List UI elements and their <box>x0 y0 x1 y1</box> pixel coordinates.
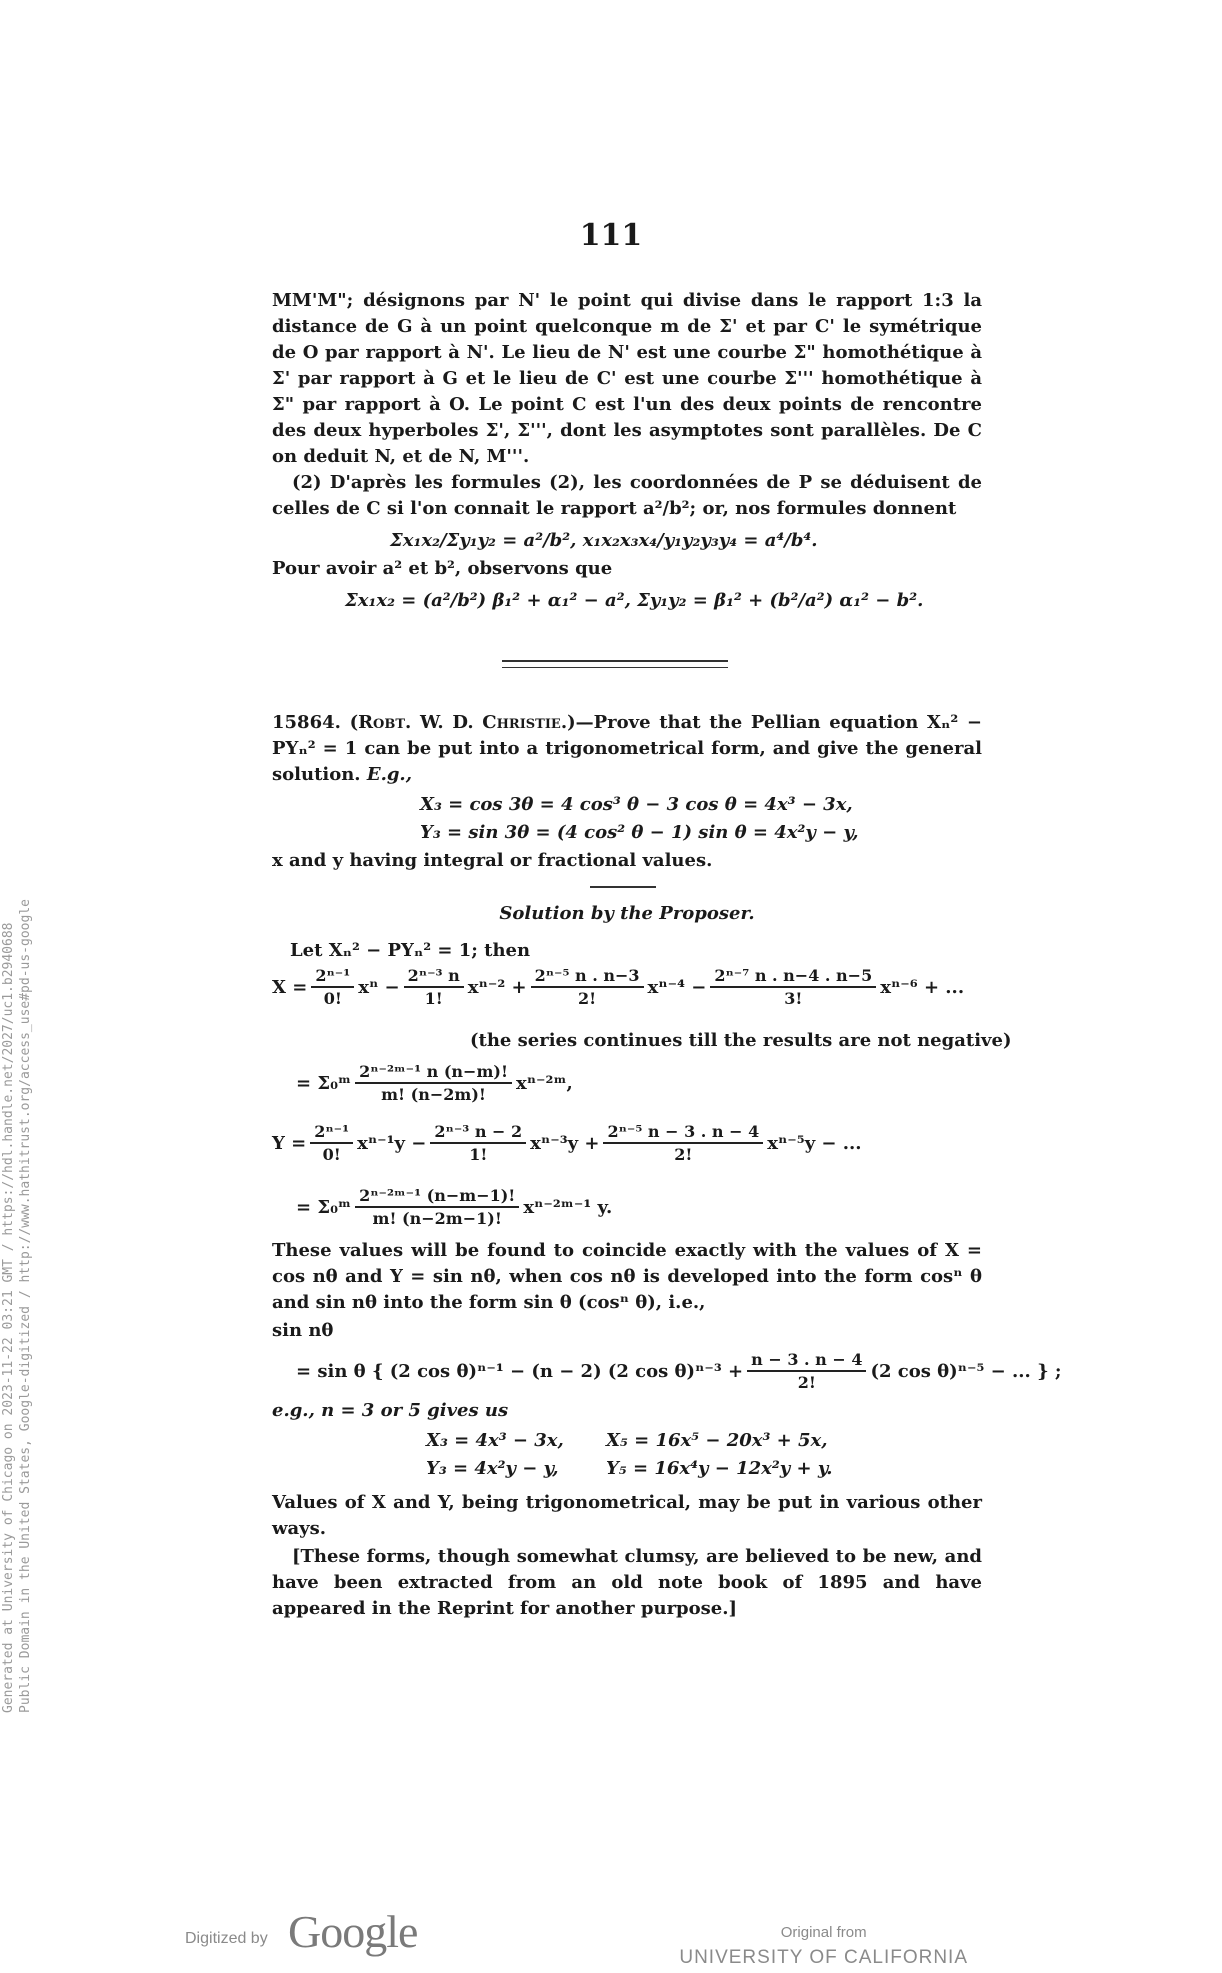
y-term-2 <box>430 1122 526 1166</box>
google-logo: Google <box>288 1906 418 1957</box>
eg-line: e.g., n = 3 or 5 gives us <box>272 1400 509 1421</box>
y-sum-num: 2ⁿ⁻²ᵐ⁻¹ (n−m−1)! <box>355 1186 519 1208</box>
y-term-1-num: 2ⁿ⁻¹ <box>310 1122 353 1144</box>
x-term-3 <box>531 966 644 1010</box>
watermark-line-2: Public Domain in the United States, Google-digitized / http://www.hathitrust.org/access_use#pd-us-google <box>18 899 33 1713</box>
watermark-line-1: Generated at University of Chicago on 2023-11-22 03:21 GMT / https://hdl.handle.net/2027/uc1.b2940688 <box>1 922 16 1713</box>
equation-x3: X₃ = 4x³ − 3x, <box>426 1430 564 1451</box>
y-series <box>272 1122 862 1166</box>
y-term-2-den: 1! <box>469 1145 488 1164</box>
x-sum <box>296 1062 573 1106</box>
digitized-by-label: Digitized by <box>185 1930 268 1947</box>
paragraph-coincide: These values will be found to coincide exactly with the values of X = cos nθ and Y = sin nθ, when cos nθ is developed into the form cosⁿ θ and sin nθ into the form sin θ (cosⁿ θ), i.e., <box>272 1240 982 1313</box>
x-term-2-num: 2ⁿ⁻³ n <box>404 966 464 988</box>
equation-x5: X₅ = 16x⁵ − 20x³ + 5x, <box>606 1430 828 1451</box>
x-term-4 <box>710 966 876 1010</box>
page-number: 111 <box>579 218 643 253</box>
y-term-3-num: 2ⁿ⁻⁵ n − 3 . n − 4 <box>603 1122 763 1144</box>
x-sum-tail: xⁿ⁻²ᵐ, <box>515 1073 573 1094</box>
sin-frac <box>747 1350 866 1394</box>
x-term-3-den: 2! <box>577 989 597 1008</box>
y-sum-prefix: = Σ₀ᵐ <box>296 1197 352 1218</box>
x-term-1-num: 2ⁿ⁻¹ <box>311 966 354 988</box>
y-term-2-num: 2ⁿ⁻³ n − 2 <box>430 1122 526 1144</box>
y-sum <box>296 1186 612 1230</box>
question-eg: E.g., <box>366 764 412 785</box>
sin-frac-den: 2! <box>797 1373 816 1392</box>
section-divider <box>502 660 728 662</box>
x-term-2 <box>404 966 464 1010</box>
x-term-1 <box>311 966 354 1010</box>
y-term-3 <box>603 1122 763 1166</box>
y-sum-frac <box>355 1186 519 1230</box>
x-term-1-tail: xⁿ − <box>358 977 400 998</box>
x-term-3-num: 2ⁿ⁻⁵ n . n−3 <box>531 966 644 988</box>
question-equation-y3: Y₃ = sin 3θ = (4 cos² θ − 1) sin θ = 4x²y − y, <box>420 822 859 843</box>
paragraph-note: [These forms, though somewhat clumsy, are believed to be new, and have been extracted from an old note book of 1895 and have appeared in the Reprint for another purpose.] <box>272 1546 982 1619</box>
x-term-2-den: 1! <box>424 989 443 1008</box>
y-term-1 <box>310 1122 353 1166</box>
sin-expansion <box>296 1350 1062 1394</box>
y-term-2-tail: xⁿ⁻³y + <box>530 1133 600 1154</box>
x-sum-prefix: = Σ₀ᵐ <box>296 1073 352 1094</box>
x-series <box>272 966 964 1010</box>
y-sum-den: m! (n−2m−1)! <box>372 1209 502 1228</box>
x-term-1-den: 0! <box>323 989 342 1008</box>
original-from-block <box>679 1924 968 1969</box>
x-term-2-tail: xⁿ⁻² + <box>467 977 527 998</box>
solution-divider <box>590 886 656 888</box>
question-author: (Robt. W. D. Christie.) <box>349 712 576 733</box>
sin-expansion-a: = sin θ { (2 cos θ)ⁿ⁻¹ − (n − 2) (2 cos θ)ⁿ⁻³ + <box>296 1361 744 1382</box>
x-term-4-tail: xⁿ⁻⁶ + ... <box>880 977 965 998</box>
solution-let: Let Xₙ² − PYₙ² = 1; then <box>290 940 531 961</box>
question-number: 15864. <box>272 712 341 733</box>
x-sum-den: m! (n−2m)! <box>381 1085 486 1104</box>
paragraph-observe: Pour avoir a² et b², observons que <box>272 558 613 579</box>
paragraph-formulas: (2) D'après les formules (2), les coordonnées de P se déduisent de celles de C si l'on connait le rapport a²/b²; or, nos formules donnent <box>272 472 982 519</box>
equation-ratio: Σx₁x₂/Σy₁y₂ = a²/b², x₁x₂x₃x₄/y₁y₂y₃y₄ = a⁴/b⁴. <box>390 530 818 551</box>
equation-y3: Y₃ = 4x²y − y, <box>426 1458 559 1479</box>
x-term-3-tail: xⁿ⁻⁴ − <box>647 977 707 998</box>
x-sum-frac <box>355 1062 512 1106</box>
x-term-4-den: 3! <box>784 989 803 1008</box>
paragraph-values: Values of X and Y, being trigonometrical, may be put in various other ways. <box>272 1492 982 1539</box>
side-watermark <box>0 0 40 1973</box>
paragraph-top: MM'M"; désignons par N' le point qui divise dans le rapport 1:3 la distance de G à un point quelconque m de Σ' et par C' le symétrique de O par rapport à N'. Le lieu de N' est une courbe Σ" homothétique à Σ' par rapport à G et le lieu de C' est une courbe Σ''' homothétique à Σ" par rapport à O. Le point C est l'un des deux points de rencontre des deux hyperboles Σ', Σ''', dont les asymptotes sont parallèles. De C on deduit N, et de N, M'''. <box>272 290 982 467</box>
solution-heading: Solution by the Proposer. <box>499 903 755 924</box>
y-sum-tail: xⁿ⁻²ᵐ⁻¹ y. <box>523 1197 613 1218</box>
y-term-3-tail: xⁿ⁻⁵y − ... <box>767 1133 862 1154</box>
equation-sums: Σx₁x₂ = (a²/b²) β₁² + α₁² − a², Σy₁y₂ = β₁² + (b²/a²) α₁² − b². <box>345 590 924 611</box>
equation-y5: Y₅ = 16x⁴y − 12x²y + y. <box>606 1458 833 1479</box>
question-paragraph <box>272 710 982 788</box>
y-term-1-tail: xⁿ⁻¹y − <box>357 1133 427 1154</box>
series-note: (the series continues till the results are not negative) <box>470 1030 1012 1051</box>
y-term-3-den: 2! <box>674 1145 693 1164</box>
original-from-label: Original from <box>780 1924 867 1941</box>
x-sum-num: 2ⁿ⁻²ᵐ⁻¹ n (n−m)! <box>355 1062 512 1084</box>
question-text: —Prove that the Pellian equation Xₙ² − PYₙ² = 1 can be put into a trigonometrical form, and give the general solution. <box>272 712 982 785</box>
university-label: UNIVERSITY OF CALIFORNIA <box>679 1947 968 1968</box>
sin-label: sin nθ <box>272 1320 334 1341</box>
x-series-label: X = <box>272 977 308 998</box>
question-tail: x and y having integral or fractional values. <box>272 850 713 871</box>
y-term-1-den: 0! <box>322 1145 341 1164</box>
sin-frac-num: n − 3 . n − 4 <box>747 1350 866 1372</box>
x-term-4-num: 2ⁿ⁻⁷ n . n−4 . n−5 <box>710 966 876 988</box>
question-equation-x3: X₃ = cos 3θ = 4 cos³ θ − 3 cos θ = 4x³ − 3x, <box>420 794 853 815</box>
section-divider-thin <box>502 667 728 668</box>
y-series-label: Y = <box>272 1133 307 1154</box>
sin-expansion-b: (2 cos θ)ⁿ⁻⁵ − ... } ; <box>870 1361 1062 1382</box>
